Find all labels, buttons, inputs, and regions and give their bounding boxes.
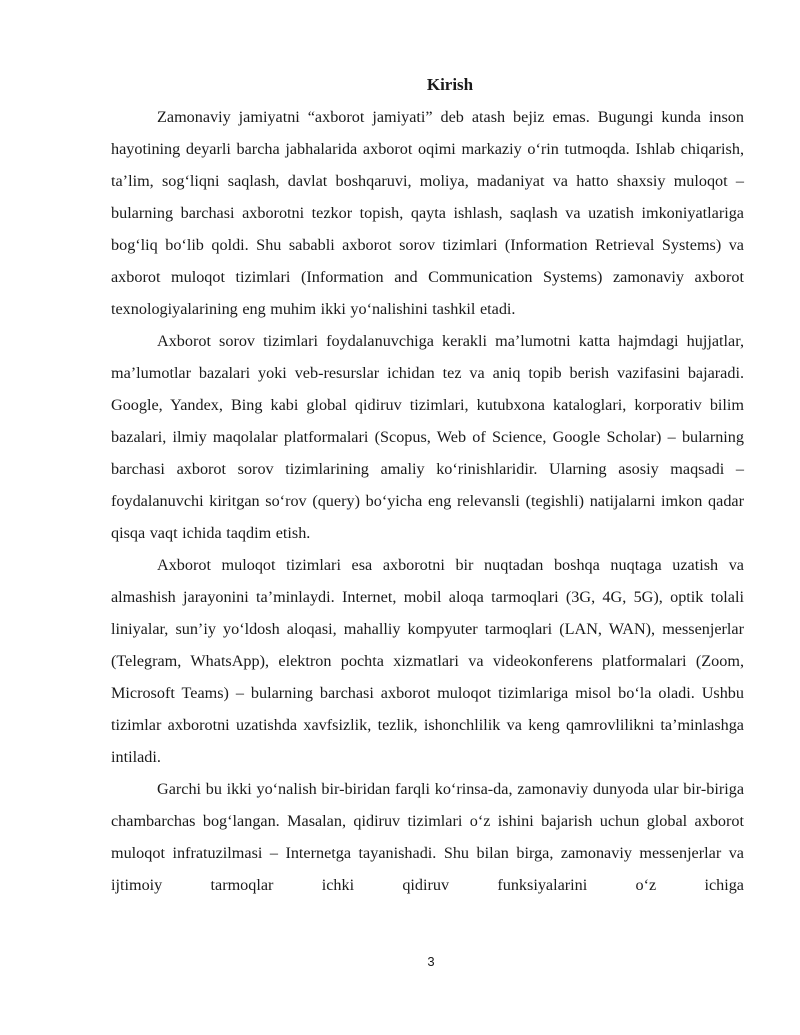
body-text	[111, 101, 744, 901]
section-heading: Kirish	[426, 75, 474, 94]
paragraph-4: Garchi bu ikki yo‘nalish bir-biridan farqli ko‘rinsa-da, zamonaviy dunyoda ular bir-biriga chambarchas bog‘langan. Masalan, qidiruv tizimlari o‘z ishini bajarish uchun global axborot muloqot infratuzilmasi – Internetga tayanishadi. Shu bilan birga, zamonaviy messenjerlar va ijtimoiy tarmoqlar ichki qidiruv funksiyalarini o‘z ichiga	[111, 780, 744, 894]
paragraph-3: Axborot muloqot tizimlari esa axborotni bir nuqtadan boshqa nuqtaga uzatish va almashish jarayonini ta’minlaydi. Internet, mobil aloqa tarmoqlari (3G, 4G, 5G), optik tolali liniyalar, sun’iy yo‘ldosh aloqasi, mahalliy kompyuter tarmoqlari (LAN, WAN), messenjerlar (Telegram, WhatsApp), elektron pochta xizmatlari va videokonferens platformalari (Zoom, Microsoft Teams) – bularning barchasi axborot muloqot tizimlariga misol bo‘la oladi. Ushbu tizimlar axborotni uzatishda xavfsizlik, tezlik, ishonchlilik va keng qamrovlilikni ta’minlashga intiladi.	[111, 556, 744, 766]
page-number: 3	[427, 954, 435, 969]
paragraph-1: Zamonaviy jamiyatni “axborot jamiyati” deb atash bejiz emas. Bugungi kunda inson hayotining deyarli barcha jabhalarida axborot oqimi markaziy o‘rin tutmoqda. Ishlab chiqarish, ta’lim, sog‘liqni saqlash, davlat boshqaruvi, moliya, madaniyat va hatto shaxsiy muloqot – bularning barchasi axborotni tezkor topish, qayta ishlash, saqlash va uzatish imkoniyatlariga bog‘liq bo‘lib qoldi. Shu sababli axborot sorov tizimlari (Information Retrieval Systems) va axborot muloqot tizimlari (Information and Communication Systems) zamonaviy axborot texnologiyalarining eng muhim ikki yo‘nalishini tashkil etadi.	[111, 108, 744, 318]
paragraph-2: Axborot sorov tizimlari foydalanuvchiga kerakli ma’lumotni katta hajmdagi hujjatlar, ma’lumotlar bazalari yoki veb-resurslar ichidan tez va aniq topib berish vazifasini bajaradi. Google, Yandex, Bing kabi global qidiruv tizimlari, kutubxona kataloglari, korporativ bilim bazalari, ilmiy maqolalar platformalari (Scopus, Web of Science, Google Scholar) – bularning barchasi axborot sorov tizimlarining amaliy ko‘rinishlaridir. Ularning asosiy maqsadi – foydalanuvchi kiritgan so‘rov (query) bo‘yicha eng relevansli (tegishli) natijalarni imkon qadar qisqa vaqt ichida taqdim etish.	[111, 332, 744, 542]
